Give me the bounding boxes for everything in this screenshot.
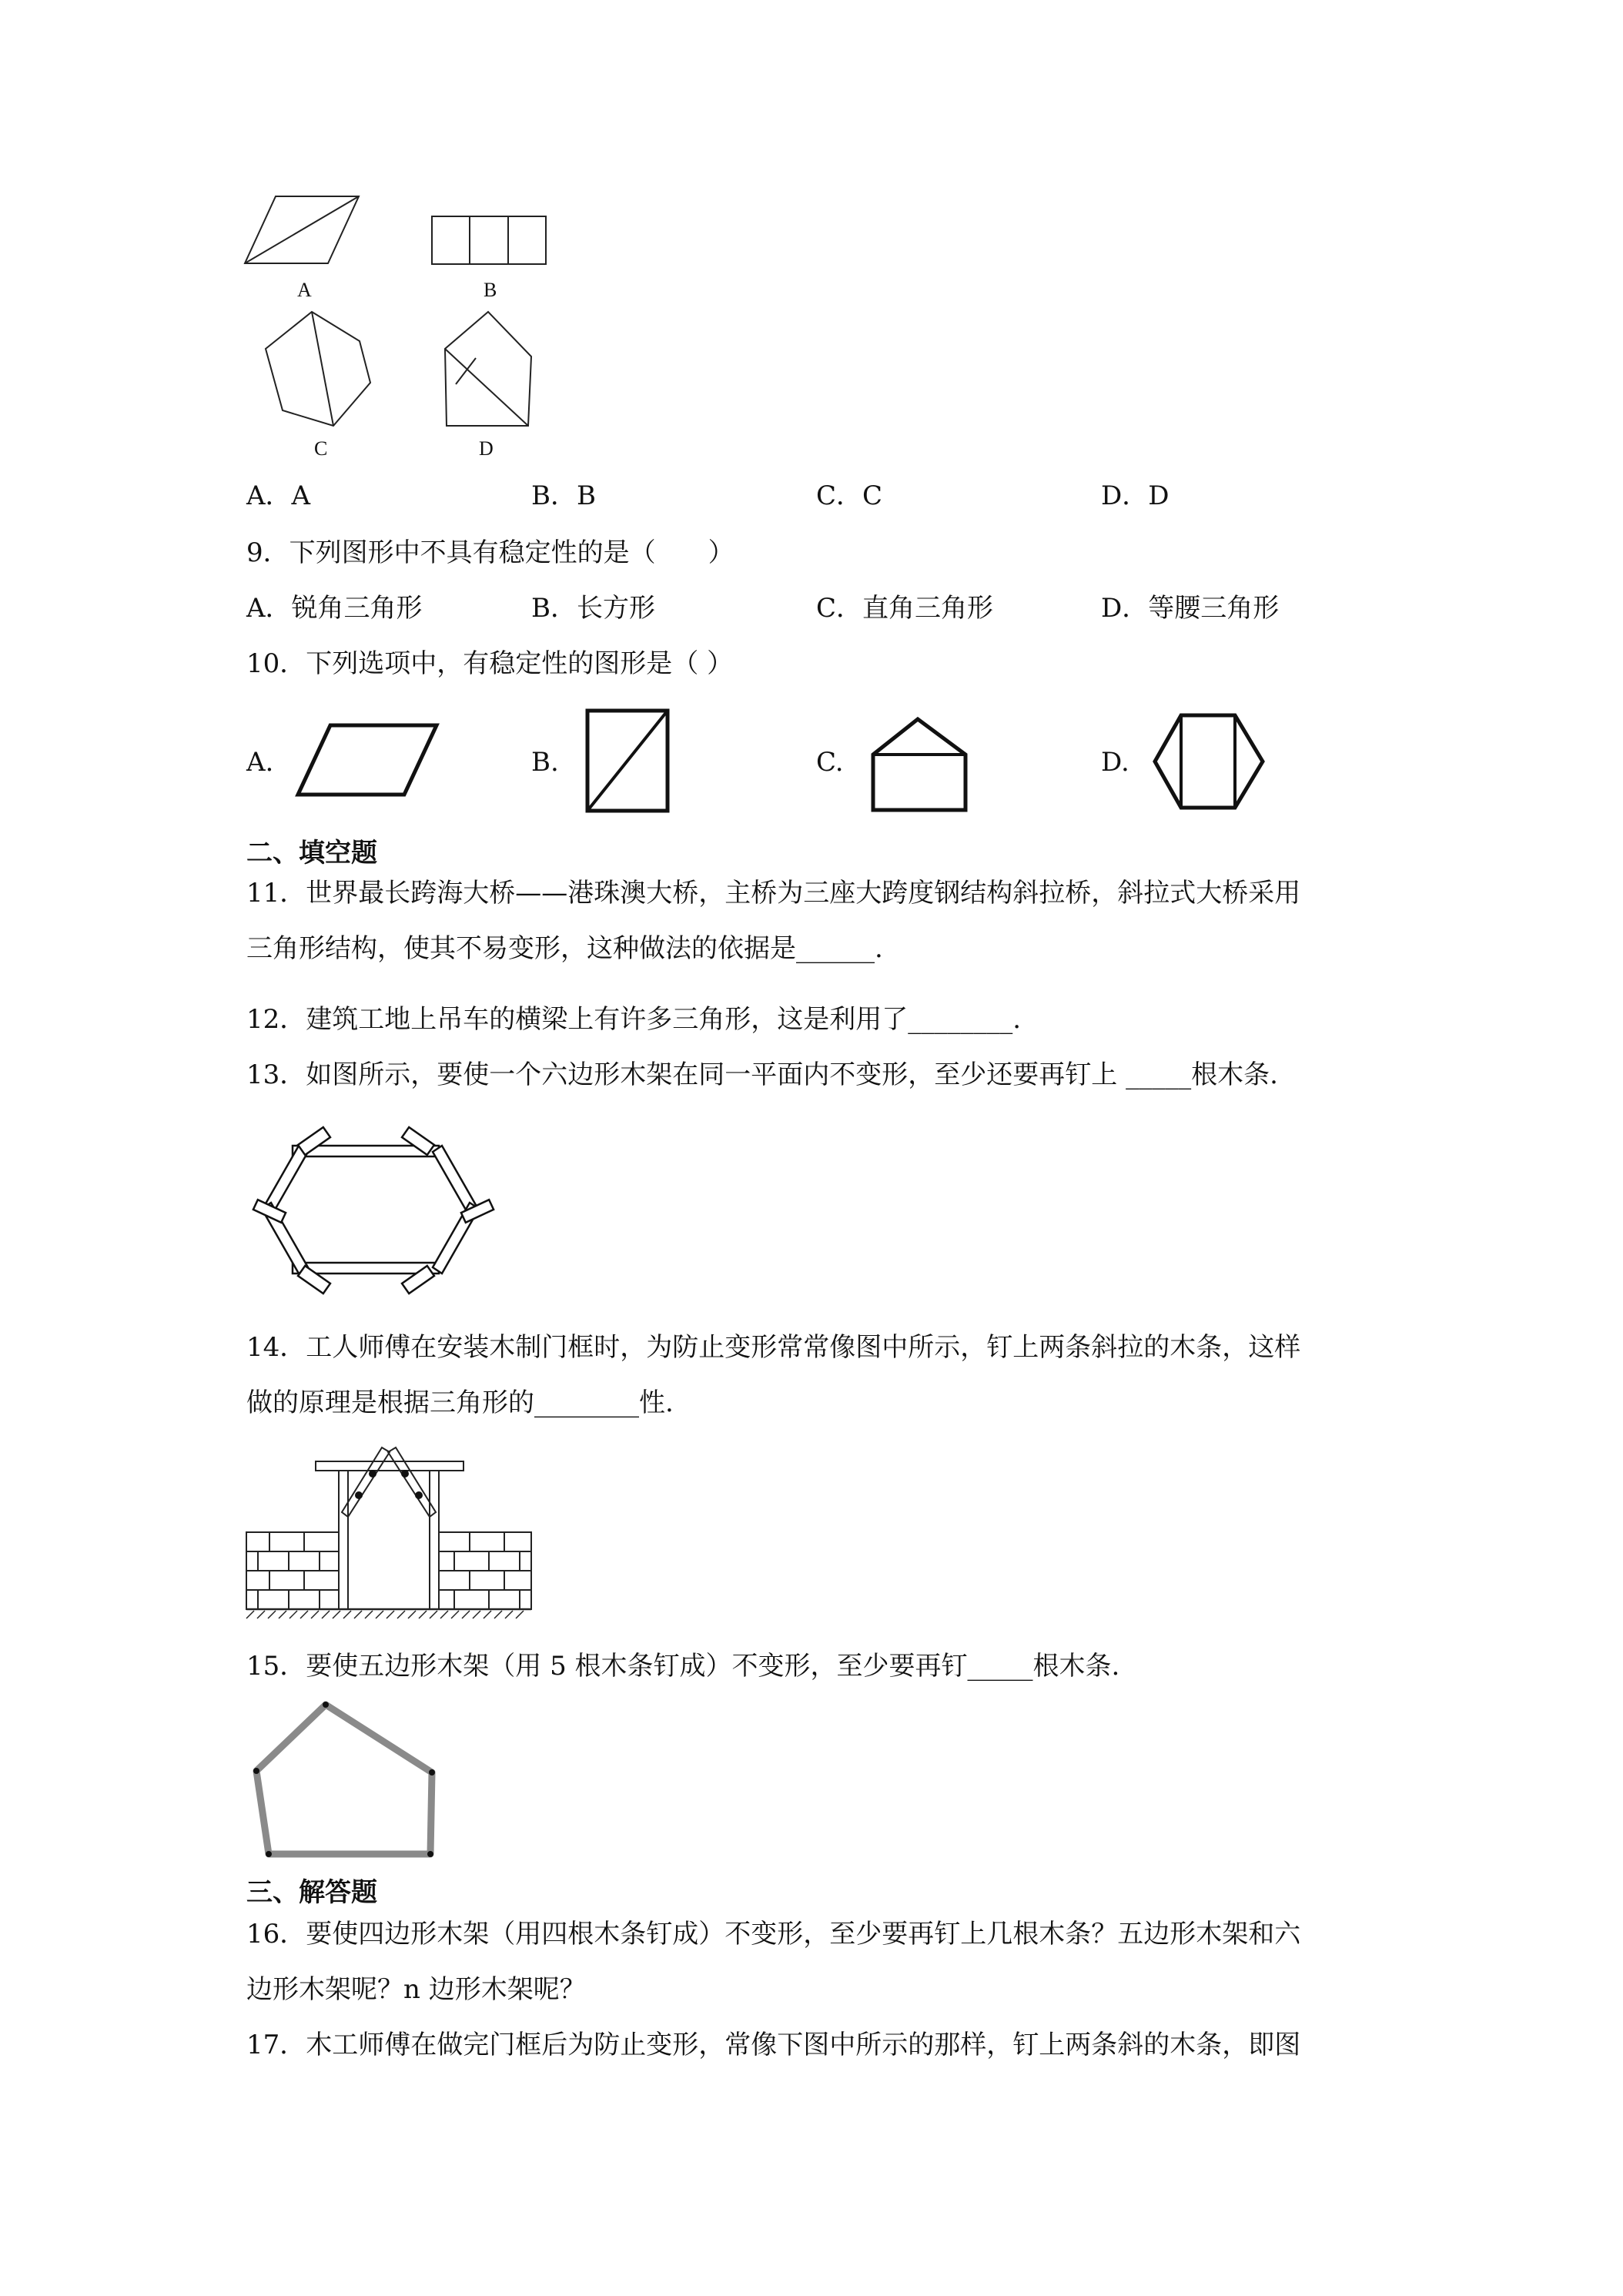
q10-figure-b-rectangle-diagonal[interactable] — [585, 708, 671, 815]
q10-option-c-label[interactable]: C. — [816, 747, 844, 778]
q14-line1: 14．工人师傅在安装木制门框时，为防止变形常常像图中所示，钉上两条斜拉的木条，这样 — [246, 1332, 1301, 1363]
q16-line1: 16．要使四边形木架（用四根木条钉成）不变形，至少要再钉上几根木条？五边形木架和六 — [246, 1919, 1301, 1950]
q9-option-d[interactable]: D．等腰三角形 — [1101, 593, 1280, 624]
q9-stem: 9．下列图形中不具有稳定性的是（ ） — [246, 537, 735, 568]
q8-option-b[interactable]: B．B — [531, 480, 596, 511]
q16-line2: 边形木架呢？n 边形木架呢？ — [246, 1974, 586, 2005]
q10-option-d-label[interactable]: D. — [1101, 747, 1129, 778]
q11-line1: 11．世界最长跨海大桥——港珠澳大桥，主桥为三座大跨度钢结构斜拉桥，斜拉式大桥采用 — [246, 878, 1301, 909]
q8-option-d[interactable]: D．D — [1101, 480, 1170, 511]
section-3-title: 三、解答题 — [246, 1877, 377, 1908]
q8-figure-b — [431, 216, 548, 266]
q8-label-a: A — [297, 279, 312, 301]
q10-stem: 10．下列选项中，有稳定性的图形是（ ） — [246, 648, 734, 679]
q9-option-b[interactable]: B．长方形 — [531, 593, 655, 624]
q8-label-b: B — [484, 279, 497, 301]
q10-option-a-label[interactable]: A. — [246, 747, 274, 778]
q8-figure-a — [245, 192, 360, 269]
section-2-title: 二、填空题 — [246, 838, 377, 869]
q9-option-a[interactable]: A．锐角三角形 — [246, 593, 423, 624]
q8-option-c[interactable]: C．C — [816, 480, 883, 511]
q9-option-c[interactable]: C．直角三角形 — [816, 593, 994, 624]
q13-hexagon-frame — [254, 1116, 493, 1309]
q8-figure-d — [445, 312, 537, 427]
q8-label-d: D — [479, 437, 494, 460]
q10-option-b-label[interactable]: B. — [531, 747, 559, 778]
q10-figure-c-house[interactable] — [870, 716, 970, 815]
q17-line1: 17．木工师傅在做完门框后为防止变形，常像下图中所示的那样，钉上两条斜的木条，即图 — [246, 2030, 1301, 2060]
q15-stem: 15．要使五边形木架（用 5 根木条钉成）不变形，至少要再钉_____根木条. — [246, 1651, 1120, 1682]
q8-figure-c — [266, 312, 373, 427]
q10-figure-d-hexagon[interactable] — [1152, 712, 1266, 812]
q12-stem: 12．建筑工地上吊车的横梁上有许多三角形，这是利用了________. — [246, 1004, 1022, 1035]
q14-door-frame-figure — [246, 1448, 539, 1632]
q8-label-c: C — [314, 437, 328, 460]
q15-pentagon-frame — [250, 1702, 443, 1863]
q13-stem: 13．如图所示，要使一个六边形木架在同一平面内不变形，至少还要再钉上 _____根木条. — [246, 1059, 1278, 1090]
q11-line2: 三角形结构，使其不易变形，这种做法的依据是______. — [246, 933, 883, 964]
q14-line2: 做的原理是根据三角形的________性. — [246, 1387, 674, 1418]
q10-figure-a-parallelogram[interactable] — [296, 722, 439, 798]
q8-option-a[interactable]: A．A — [246, 480, 311, 511]
